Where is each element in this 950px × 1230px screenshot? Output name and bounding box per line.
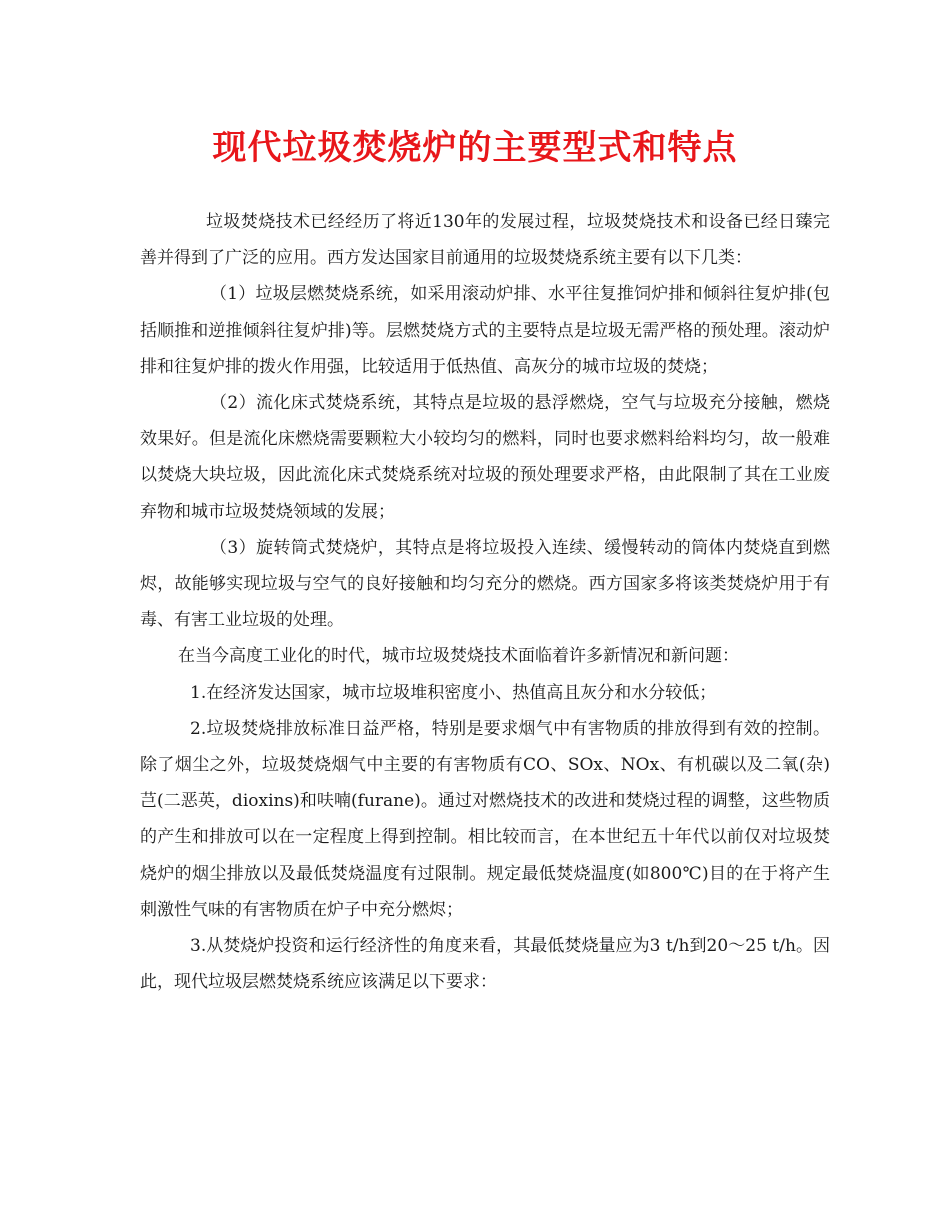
- document-body: [140, 204, 830, 1000]
- paragraph-new-problems: 在当今高度工业化的时代，城市垃圾焚烧技术面临着许多新情况和新问题：: [178, 646, 739, 667]
- paragraph-point-3: 3.从焚烧炉投资和运行经济性的角度来看，其最低焚烧量应为3 t/h到20～25 t/h。因此，现代垃圾层燃焚烧系统应该满足以下要求：: [140, 936, 830, 993]
- paragraph-item-1: （1）垃圾层燃焚烧系统，如采用滚动炉排、水平往复推饲炉排和倾斜往复炉排(包括顺推和逆推倾斜往复炉排)等。层燃焚烧方式的主要特点是垃圾无需严格的预处理。滚动炉排和往复炉排的拨火作用强，比较适用于低热值、高灰分的城市垃圾的焚烧；: [140, 284, 830, 377]
- paragraph-point-1: 1.在经济发达国家，城市垃圾堆积密度小、热值高且灰分和水分较低；: [190, 682, 717, 703]
- document-title: 现代垃圾焚烧炉的主要型式和特点: [212, 128, 738, 168]
- paragraph-intro: 垃圾焚烧技术已经经历了将近130年的发展过程，垃圾焚烧技术和设备已经日臻完善并得到了广泛的应用。西方发达国家目前通用的垃圾焚烧系统主要有以下几类：: [140, 212, 830, 269]
- paragraph-item-3: （3）旋转筒式焚烧炉，其特点是将垃圾投入连续、缓慢转动的筒体内焚烧直到燃烬，故能够实现垃圾与空气的良好接触和均匀充分的燃烧。西方国家多将该类焚烧炉用于有毒、有害工业垃圾的处理。: [140, 537, 830, 631]
- paragraph-item-2: （2）流化床式焚烧系统，其特点是垃圾的悬浮燃烧，空气与垃圾充分接触，燃烧效果好。但是流化床燃烧需要颗粒大小较均匀的燃料，同时也要求燃料给料均匀，故一般难以焚烧大块垃圾，因此流化床式焚烧系统对垃圾的预处理要求严格，由此限制了其在工业废弃物和城市垃圾焚烧领域的发展；: [140, 393, 830, 522]
- paragraph-point-2: 2.垃圾焚烧排放标准日益严格，特别是要求烟气中有害物质的排放得到有效的控制。除了烟尘之外，垃圾焚烧烟气中主要的有害物质有CO、SOx、NOx、有机碳以及二氧(杂)芑(二恶英，dioxins)和呋喃(furane)。通过对燃烧技术的改进和焚烧过程的调整，这些物质的产生和排放可以在一定程度上得到控制。相比较而言，在本世纪五十年代以前仅对垃圾焚烧炉的烟尘排放以及最低焚烧温度有过限制。规定最低焚烧温度(如800℃)目的在于将产生刺激性气味的有害物质在炉子中充分燃烬；: [140, 718, 830, 920]
